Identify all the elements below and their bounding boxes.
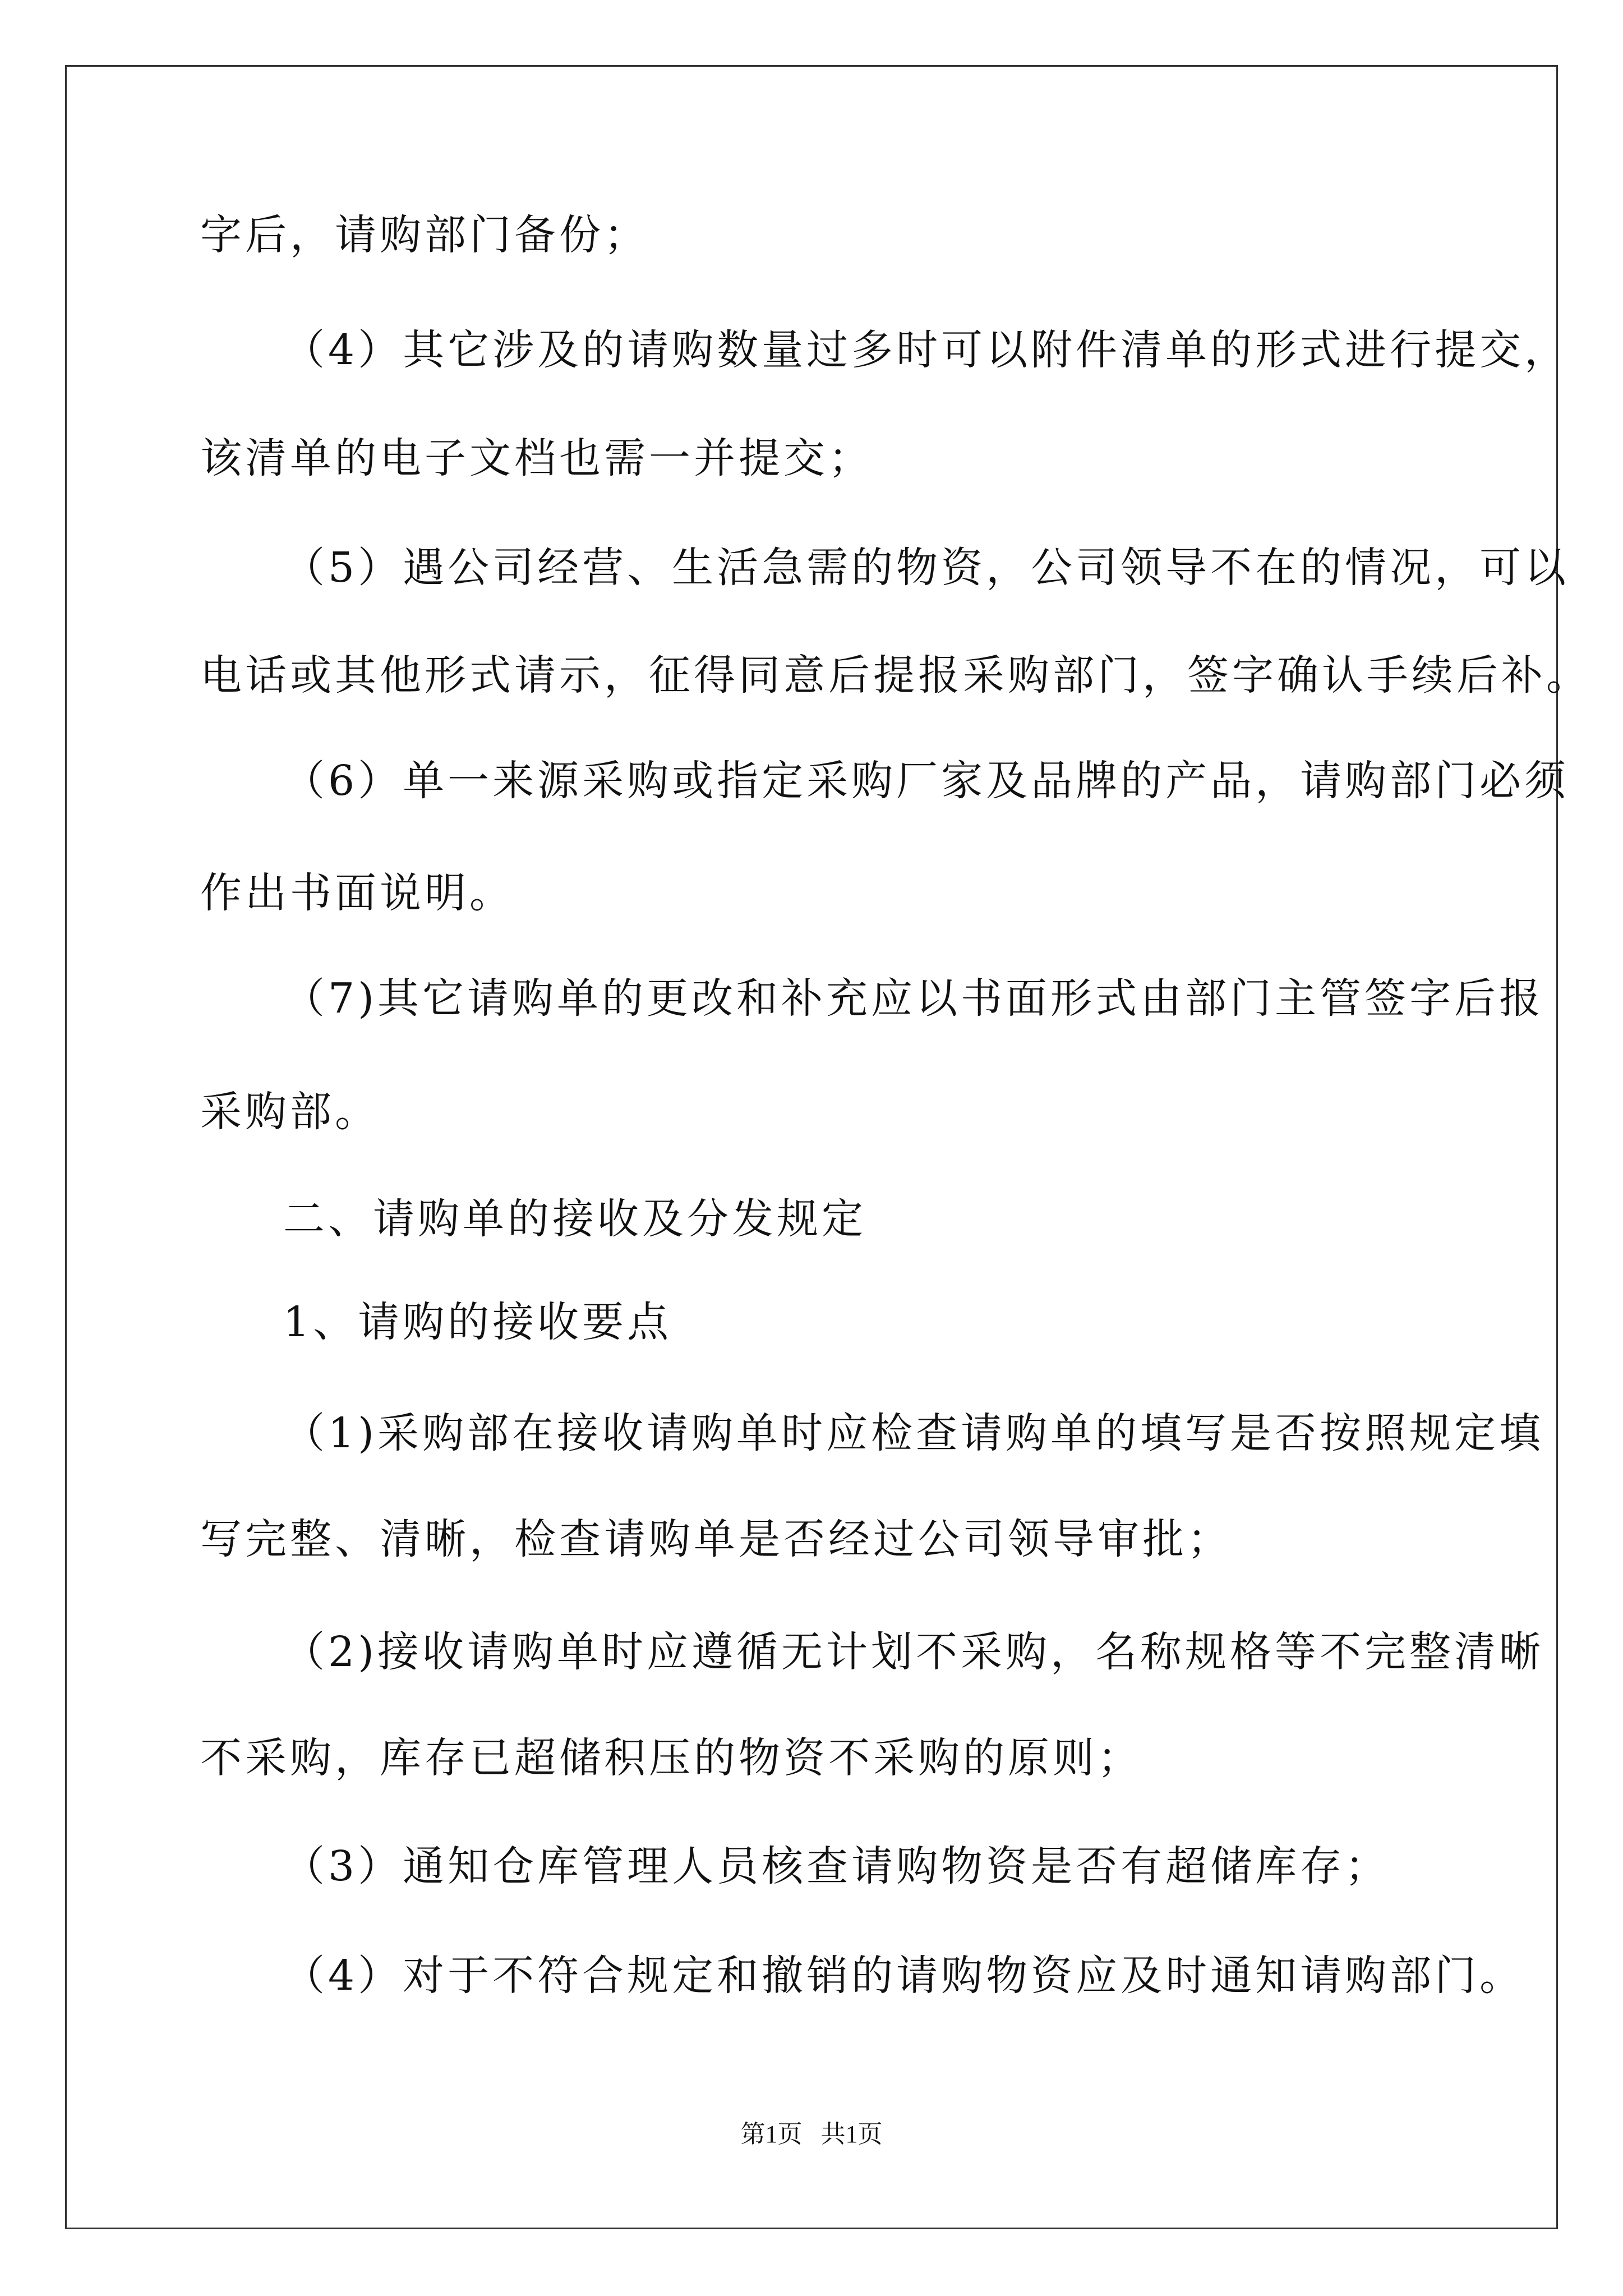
text-line: （7)其它请购单的更改和补充应以书面形式由部门主管签字后报 — [283, 974, 1544, 1023]
text-line: （3）通知仓库管理人员核查请购物资是否有超储库存； — [283, 1842, 1390, 1890]
page-border — [65, 65, 1558, 2229]
page-footer: 第1页 共1页 — [740, 2120, 883, 2148]
text-line: （2)接收请购单时应遵循无计划不采购，名称规格等不完整清晰 — [283, 1628, 1544, 1676]
text-line: 作出书面说明。 — [200, 869, 514, 917]
text-line: （1)采购部在接收请购单时应检查请购单的填写是否按照规定填 — [283, 1409, 1544, 1457]
text-line: （6）单一来源采购或指定采购厂家及品牌的产品，请购部门必须 — [283, 757, 1570, 805]
text-line: （4）对于不符合规定和撤销的请购物资应及时通知请购部门。 — [283, 1952, 1525, 2000]
text-line: 写完整、清晰，检查请购单是否经过公司领导审批； — [200, 1515, 1232, 1563]
text-line: （5）遇公司经营、生活急需的物资，公司领导不在的情况，可以 — [283, 544, 1570, 592]
subsection-heading: 1、请购的接收要点 — [283, 1298, 672, 1346]
text-line: 采购部。 — [200, 1088, 380, 1136]
text-line: 电话或其他形式请示，征得同意后提报采购部门，签字确认手续后补。 — [200, 651, 1591, 700]
section-heading: 二、请购单的接收及分发规定 — [283, 1195, 866, 1243]
text-line: 不采购，库存已超储积压的物资不采购的原则； — [200, 1734, 1142, 1782]
text-line: 该清单的电子文档也需一并提交； — [200, 434, 873, 482]
text-line: （4）其它涉及的请购数量过多时可以附件清单的形式进行提交， — [283, 326, 1570, 374]
text-line: 字后，请购部门备份； — [200, 211, 649, 259]
